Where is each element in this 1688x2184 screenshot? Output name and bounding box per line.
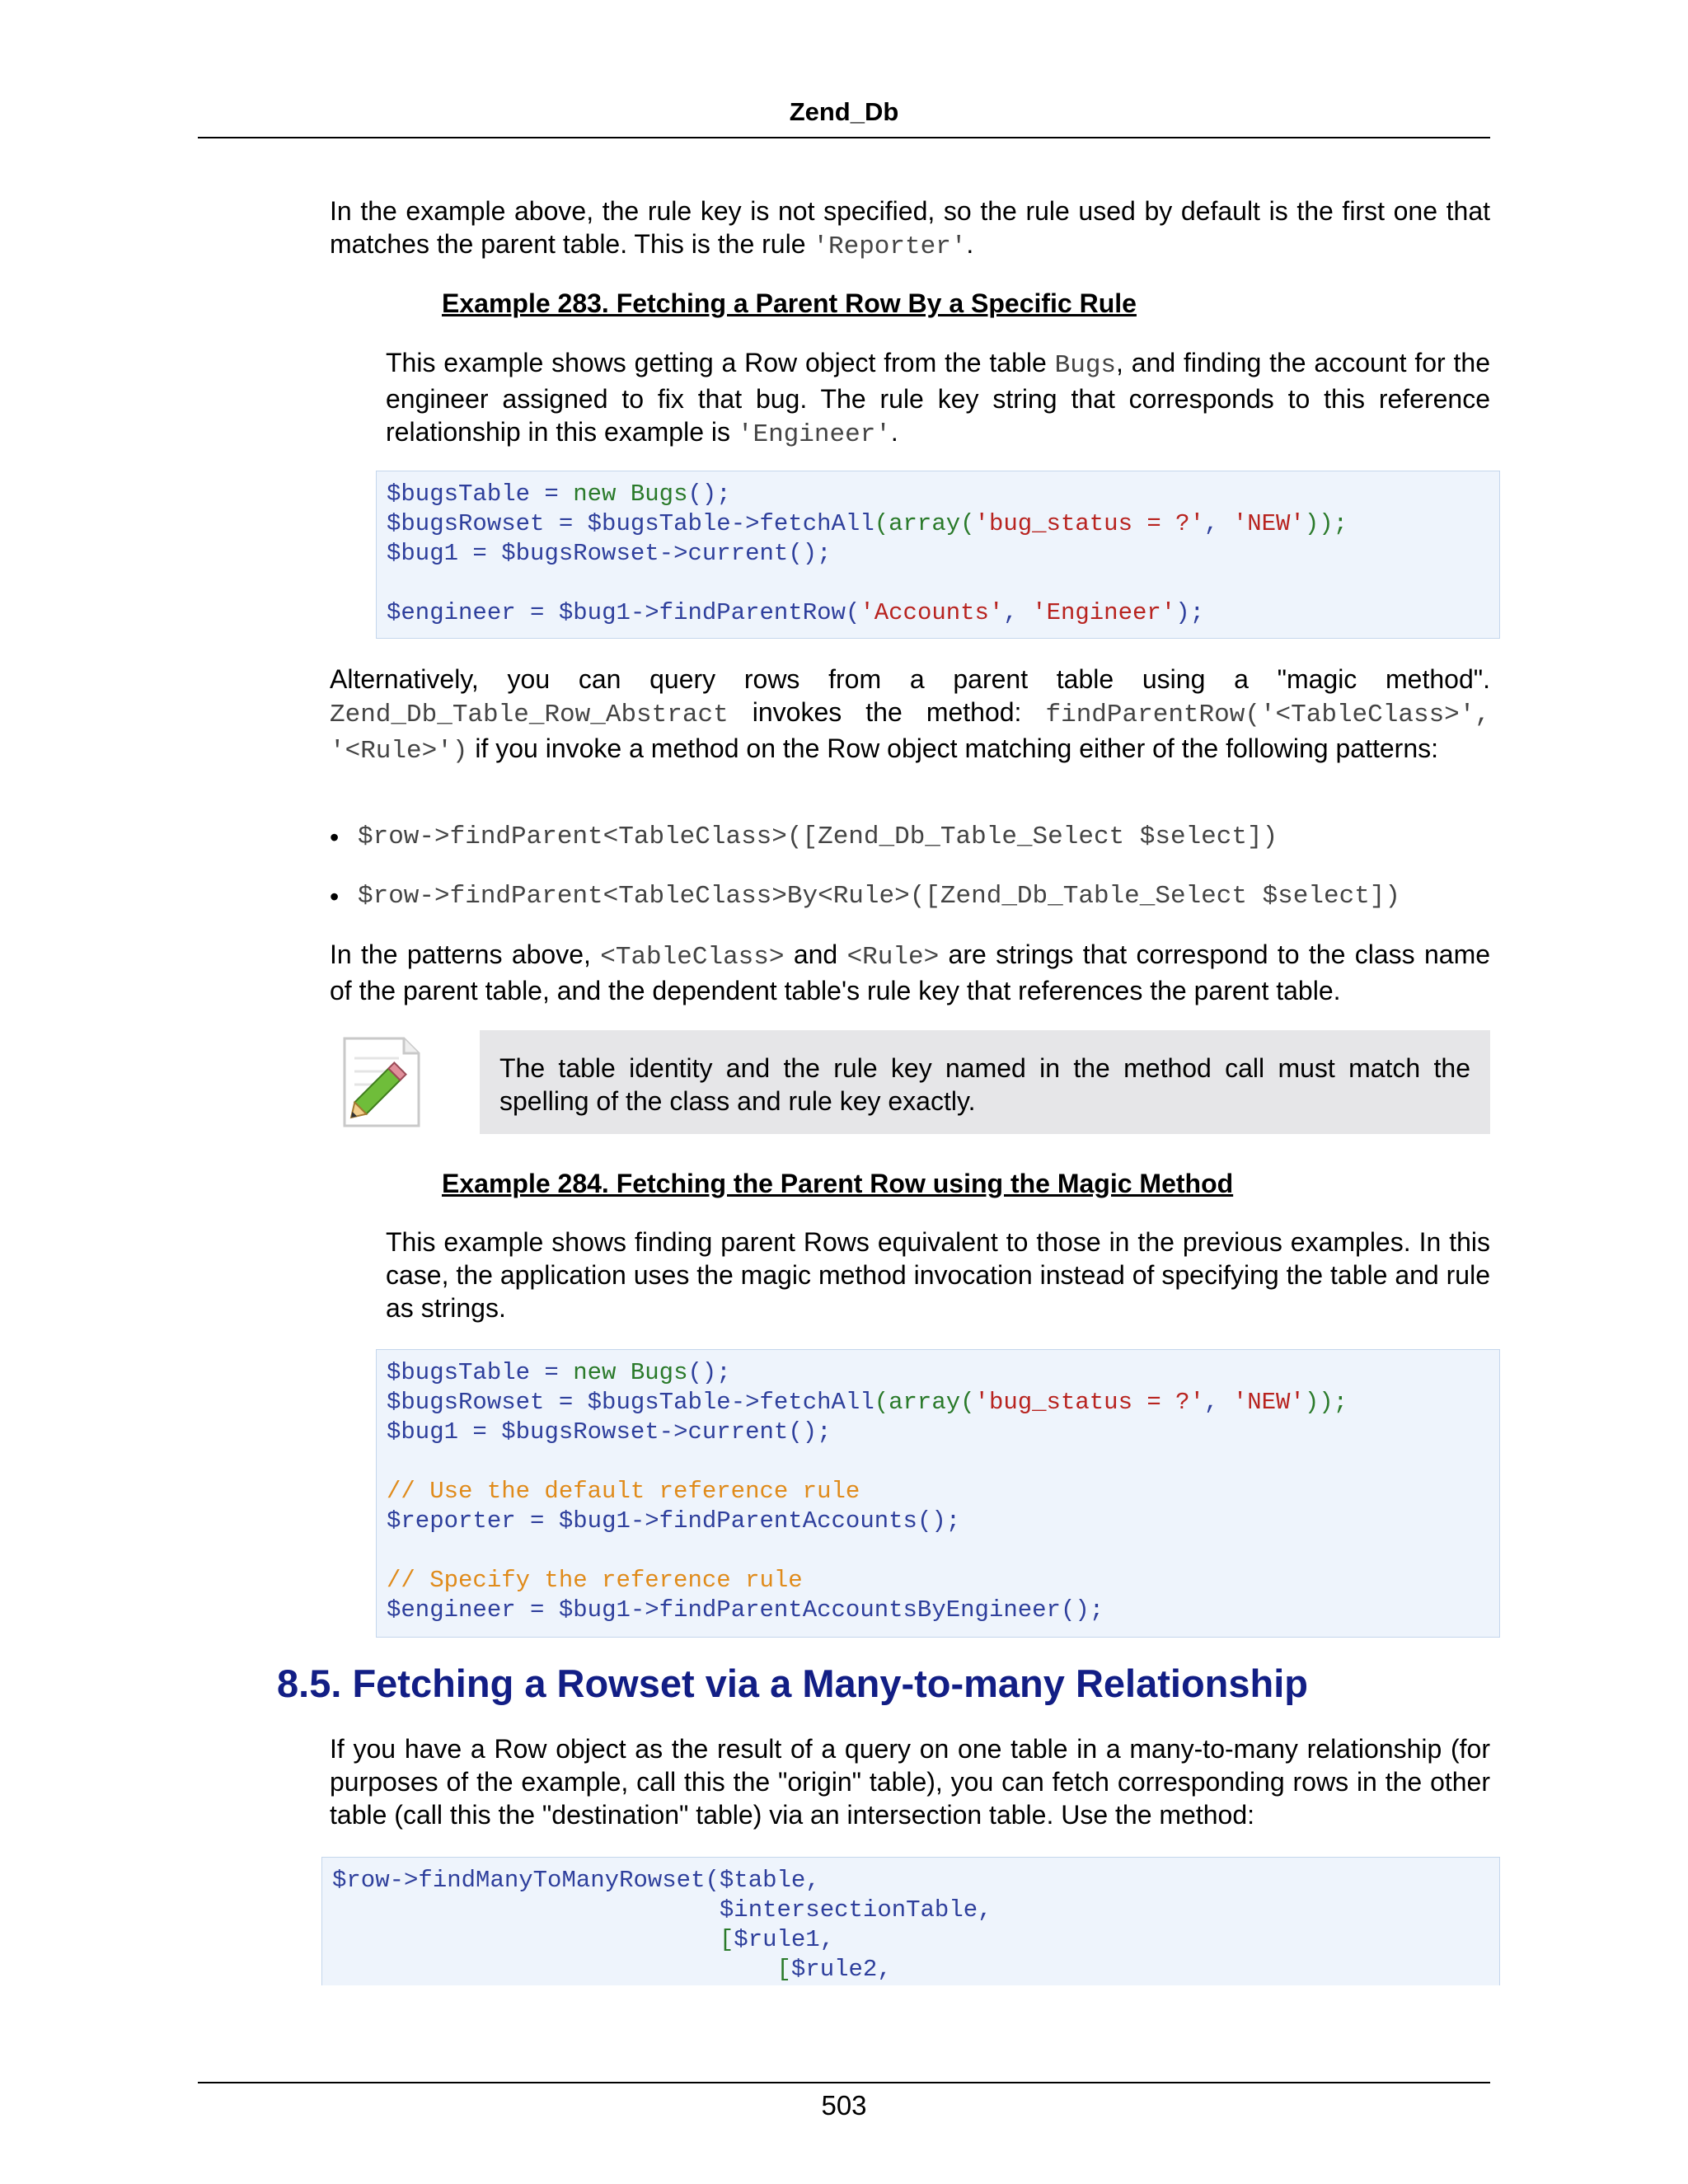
document-page: Zend_Db In the example above, the rule key is not specified, so the rule used by default is the first one that matches the parent table. This is the rule 'Reporter'. Example 283. Fetching a Parent Row By a Specific Rule This example shows getting a Row object from the table Bugs, and finding the account for the engineer assigned to fix that bug. The rule key string that corresponds to this reference relationship in this example is 'Engineer'. $bugsTable = new Bugs(); $bugsRowset = $bugsTable->fetchAll(array('bug_status = ?', 'NEW')); $bug1 = $bugsRowset->current(); $engineer = $bug1->findParentRow('Accounts', 'Engineer'); Alternatively, you can query rows from a parent table using a "magic method". Zend_Db_Table_Row_Abstract invokes the method: findParentRow('<TableClass>', '<Rule>') if you invoke a method on the Row object matching either of the following patterns: • $row->findParent<TableClass>([Zend_Db_Table_Select $select]) • $row->findParent<TableClass>By<Rule>([Zend_Db_Table_Select $select]) In the patterns above, <TableClass> and <Rule> are strings that correspond to the class name of the parent table, and the dependent table's rule key that references the parent table. The table identity and the rule key named in the method call must match the spelling of the class and rule key exactly. Example 284. Fetching the Parent Row using the Magic Method This example shows finding parent Rows equivalent to those in the previous examples. In this case, the application uses the magic method invocation instead of specifying the table and rule as strings. $bugsTable = new Bugs(); $bugsRowset = $bugsTable->fetchAll(array('bug_status = ?', 'NEW')); $bug1 = $bugsRowset->current(); // Use the default reference rule $reporter = $bug1->findParentAccounts(); // Specify the reference rule $engineer = $bug1->findParentAccountsByEngineer(); 8.5. Fetching a Rowset via a Many-to-many Relationship If you have a Row object as the result of a query on one table in a many-to-many relationship (for purposes of the example, call this the "origin" table), you can fetch corresponding rows in the other table (call this the "destination" table) via an intersection table. Use the method: $row->findManyToManyRowset($table, $intersectionTable, [$rule1, [$rule2, 503 xyxy=(0,0,1688,2184)
code-token: ( xyxy=(705,1867,720,1894)
code-token: ->current xyxy=(659,540,789,567)
section-paragraph: If you have a Row object as the result of a query on one table in a many-to-many relationship (for purposes of the example, call this the "origin" table), you can fetch corresponding rows in the other table (call this the "destination" table) via an intersection table. Use the method: xyxy=(330,1734,1490,1830)
code-token: = xyxy=(530,1359,574,1386)
code-token xyxy=(332,1896,720,1924)
code-line xyxy=(387,1596,1499,1625)
code-token: $bug1 xyxy=(558,1596,631,1624)
code-token: , xyxy=(978,1896,992,1924)
example-283-title: Example 283. Fetching a Parent Row By a Specific Rule xyxy=(442,288,1137,318)
header-rule xyxy=(198,137,1490,138)
inline-code: <TableClass> xyxy=(600,943,785,972)
code-token: 'NEW' xyxy=(1232,1389,1305,1416)
inline-code: 'Engineer' xyxy=(737,420,891,449)
code-token: = xyxy=(515,1596,559,1624)
code-token: ->findParentAccounts xyxy=(630,1507,917,1535)
code-token: // Specify the reference rule xyxy=(387,1567,803,1594)
inline-code: findParentRow('<TableClass>', '<Rule>') xyxy=(330,701,1490,766)
code-token: ->findParentRow xyxy=(630,599,846,626)
code-token: // Use the default reference rule xyxy=(387,1478,860,1505)
code-line xyxy=(387,1477,1499,1507)
code-block-example-283 xyxy=(376,471,1500,639)
code-token: , xyxy=(1204,1389,1233,1416)
code-line xyxy=(387,539,1499,569)
code-token: $engineer xyxy=(387,1596,516,1624)
code-token: $bugsRowset xyxy=(501,1418,659,1446)
code-block-example-284 xyxy=(376,1349,1500,1638)
inline-code: Bugs xyxy=(1054,351,1117,380)
intro-paragraph: In the example above, the rule key is not specified, so the rule used by default is the first one that matches the parent table. This is the rule 'Reporter'. xyxy=(330,196,1490,261)
code-token: = xyxy=(530,480,574,508)
code-token: ->current xyxy=(659,1418,789,1446)
code-line xyxy=(387,569,1499,598)
code-token: ( xyxy=(845,599,860,626)
code-line xyxy=(387,1358,1499,1388)
code-token: ->findManyToManyRowset xyxy=(389,1867,706,1894)
code-token: = xyxy=(515,1507,559,1535)
code-token: ->fetchAll xyxy=(730,510,874,537)
page-number: 503 xyxy=(821,2090,867,2121)
code-line xyxy=(387,1507,1499,1536)
magic-method-paragraph: Alternatively, you can query rows from a parent table using a "magic method". Zend_Db_Table_Row_Abstract invokes the method: findParentRow('<TableClass>', '<Rule>') if you invoke a method on the Row object matching either of the following patterns: xyxy=(330,664,1490,766)
code-token: , xyxy=(805,1867,820,1894)
code-token: 'Accounts' xyxy=(860,599,1004,626)
code-line xyxy=(387,1566,1499,1596)
code-token: [ xyxy=(719,1926,734,1953)
code-token: $bugsTable xyxy=(387,1359,531,1386)
code-line xyxy=(332,1896,1499,1925)
code-token: $engineer xyxy=(387,599,516,626)
bullet: • xyxy=(330,823,340,852)
code-line xyxy=(387,509,1499,539)
code-line xyxy=(332,1925,1499,1955)
code-token xyxy=(332,1926,720,1953)
code-token xyxy=(332,1956,777,1983)
note-box xyxy=(480,1030,1490,1134)
inline-code: <Rule> xyxy=(846,943,940,972)
code-token: = xyxy=(544,1389,588,1416)
code-token: 'bug_status = ?' xyxy=(974,510,1204,537)
code-token: 'bug_status = ?' xyxy=(974,1389,1204,1416)
code-token: = xyxy=(515,599,559,626)
code-token: )); xyxy=(1304,1389,1348,1416)
inline-code: 'Reporter' xyxy=(813,232,967,261)
bullet: • xyxy=(330,882,340,912)
code-token: (array( xyxy=(874,1389,975,1416)
code-line xyxy=(387,1388,1499,1418)
running-header: Zend_Db xyxy=(789,97,899,126)
code-line xyxy=(387,1418,1499,1447)
code-token: $bugsRowset xyxy=(387,1389,545,1416)
code-token: $bug1 xyxy=(387,540,459,567)
code-token: $bug1 xyxy=(387,1418,459,1446)
code-token: = xyxy=(544,510,588,537)
code-line xyxy=(387,480,1499,509)
example-284-description: This example shows finding parent Rows equivalent to those in the previous examples. In this case, the application uses the magic method invocation instead of specifying the table and rule as strings. xyxy=(386,1227,1490,1323)
code-token: (array( xyxy=(874,510,975,537)
code-token: = xyxy=(458,1418,502,1446)
code-token: (); xyxy=(917,1507,961,1535)
note-pencil-icon xyxy=(338,1033,424,1131)
code-token: $bug1 xyxy=(558,1507,631,1535)
code-token: $bugsRowset xyxy=(501,540,659,567)
code-token: (); xyxy=(788,540,832,567)
code-token: new Bugs xyxy=(573,480,688,508)
code-token: = xyxy=(458,540,502,567)
patterns-explanation: In the patterns above, <TableClass> and <Rule> are strings that correspond to the class name of the parent table, and the dependent table's rule key that references the parent table. xyxy=(330,940,1491,1005)
footer-rule xyxy=(198,2082,1490,2083)
note-text: The table identity and the rule key named in the method call must match the spelling of the class and rule key exactly. xyxy=(499,1053,1470,1116)
code-token: )); xyxy=(1304,510,1348,537)
code-token: , xyxy=(1204,510,1233,537)
code-token: new Bugs xyxy=(573,1359,688,1386)
code-token: $bugsRowset xyxy=(387,510,545,537)
code-token: ); xyxy=(1175,599,1205,626)
code-token: $bug1 xyxy=(558,599,631,626)
code-token: (); xyxy=(788,1418,832,1446)
code-token: $row xyxy=(332,1867,390,1894)
code-token: (); xyxy=(687,480,731,508)
section-heading: 8.5. Fetching a Rowset via a Many-to-many Relationship xyxy=(277,1661,1308,1705)
code-token: [ xyxy=(776,1956,791,1983)
code-line xyxy=(332,1955,1499,1985)
code-token: $intersectionTable xyxy=(719,1896,978,1924)
code-token: ->findParentAccountsByEngineer xyxy=(630,1596,1061,1624)
code-token: $table xyxy=(719,1867,806,1894)
code-line xyxy=(387,598,1499,628)
code-token: , xyxy=(877,1956,892,1983)
code-token: (); xyxy=(1060,1596,1104,1624)
code-line xyxy=(332,1866,1499,1896)
example-283-description: This example shows getting a Row object from the table Bugs, and finding the account for the engineer assigned to fix that bug. The rule key string that corresponds to this reference relationship in this example is 'Engineer'. xyxy=(386,348,1491,449)
code-token: $reporter xyxy=(387,1507,516,1535)
code-token: $bugsTable xyxy=(587,510,731,537)
code-token: , xyxy=(1003,599,1033,626)
code-token: $bugsTable xyxy=(587,1389,731,1416)
code-token: , xyxy=(819,1926,835,1953)
inline-code: Zend_Db_Table_Row_Abstract xyxy=(330,701,729,729)
code-token: $bugsTable xyxy=(387,480,531,508)
code-token: 'Engineer' xyxy=(1032,599,1176,626)
code-token: 'NEW' xyxy=(1232,510,1305,537)
code-line xyxy=(387,1536,1499,1566)
code-token: ->fetchAll xyxy=(730,1389,874,1416)
code-block-many-to-many xyxy=(321,1857,1500,1985)
example-284-title: Example 284. Fetching the Parent Row using the Magic Method xyxy=(442,1169,1234,1198)
code-token: $rule2 xyxy=(790,1956,878,1983)
code-token: $rule1 xyxy=(734,1926,820,1953)
code-line xyxy=(387,1447,1499,1477)
code-token: (); xyxy=(687,1359,731,1386)
